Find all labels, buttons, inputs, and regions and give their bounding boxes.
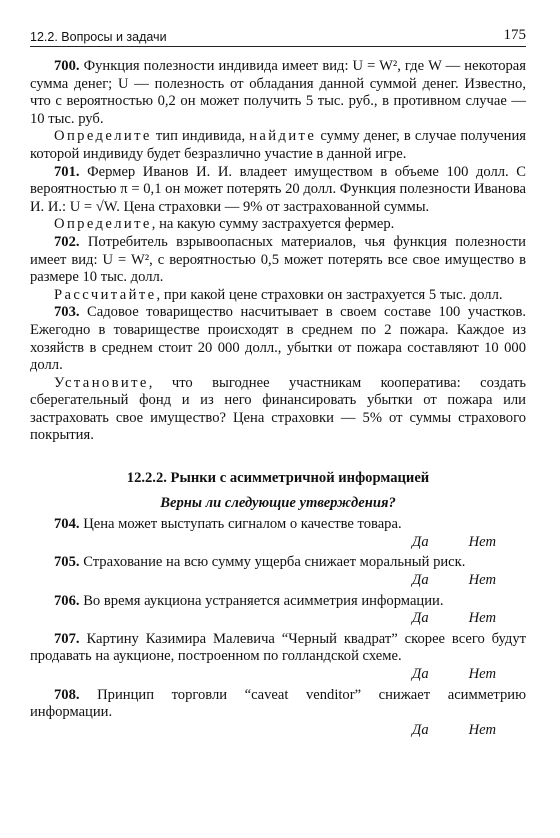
problem-701 <box>30 164 526 217</box>
task-verb: Определите <box>54 216 152 233</box>
statement-707 <box>30 631 526 666</box>
task-text: , на какую сумму застрахуется фермер. <box>151 216 395 233</box>
problem-number: 703. <box>54 304 80 321</box>
task-text: , что выгоднее участникам кооператива: создать сберегательный фонд и из него финансировать убытки от пожара или застраховать свое имущество? Цена страховки — 5% от суммы страхового покрытия. <box>30 374 526 444</box>
statement-number: 707. <box>54 630 80 647</box>
answer-yes: Да <box>412 721 429 738</box>
task-verb: Рассчитайте <box>54 286 157 303</box>
answer-options <box>30 534 526 552</box>
answer-options <box>30 572 526 590</box>
task-verb: найдите <box>249 128 317 145</box>
task-verb: Установите <box>54 374 149 391</box>
answer-options <box>30 610 526 628</box>
page-body <box>30 58 526 739</box>
problem-text: Садовое товарищество насчитывает в своем составе 100 участков. Ежегодно в товариществе происходят в среднем по 2 пожара. Каждое из хозяйств в среднем стоит 20 000 долл., убытки от пожара составляют 10 000 долл. <box>30 304 526 374</box>
statement-708 <box>30 687 526 722</box>
problem-703-task <box>30 375 526 445</box>
problem-text: Функция полезности индивида имеет вид: U = W², где W — некоторая сумма денег; U — полезность от обладания данной суммой денег. Известно, что с вероятностью 0,2 он может получить 5 тыс. руб., в противном случае — 10 тыс. руб. <box>30 58 526 127</box>
answer-yes: Да <box>412 533 429 550</box>
statement-705 <box>30 554 526 572</box>
answer-no: Нет <box>468 721 496 738</box>
answer-no: Нет <box>468 533 496 550</box>
answer-no: Нет <box>468 610 496 627</box>
problem-702-task <box>30 287 526 305</box>
answer-no: Нет <box>468 666 496 682</box>
section-title: 12.2. Вопросы и задачи <box>30 30 167 44</box>
task-verb: Определите <box>54 128 152 145</box>
problem-text: Фермер Иванов И. И. владеет имуществом в объеме 100 долл. С вероятностью π = 0,1 он может потерять 20 долл. Функция полезности Иванова И. И.: U = √W. Цена страховки — 9% от застрахованной суммы. <box>30 163 526 215</box>
statement-text: Принцип торговли “caveat venditor” снижает асимметрию информации. <box>30 686 526 721</box>
answer-options <box>30 666 526 684</box>
problem-703 <box>30 304 526 374</box>
task-text: тип индивида, <box>151 128 250 145</box>
answer-no: Нет <box>468 572 496 589</box>
statement-text: Картину Казимира Малевича “Черный квадрат” скорее всего будут продавать на аукционе, построенном по голландской схеме. <box>30 630 526 665</box>
problem-700 <box>30 58 526 128</box>
problem-number: 700. <box>54 58 80 74</box>
problem-702 <box>30 234 526 287</box>
running-header <box>30 24 526 47</box>
problem-text: Потребитель взрывоопасных материалов, чья функция полезности имеет вид: U = W², с вероятностью 0,5 может потерять все свое имущество в размере 10 тыс. долл. <box>30 233 526 286</box>
statement-number: 704. <box>54 516 80 533</box>
answer-yes: Да <box>412 610 429 627</box>
statement-number: 708. <box>54 686 80 703</box>
problem-701-task <box>30 216 526 234</box>
problem-number: 702. <box>54 233 80 250</box>
task-text: , при какой цене страховки он застрахуется 5 тыс. долл. <box>156 286 503 303</box>
page-number: 175 <box>503 27 526 43</box>
statement-text: Страхование на всю сумму ущерба снижает моральный риск. <box>83 554 466 571</box>
statement-number: 706. <box>54 592 80 609</box>
statement-text: Цена может выступать сигналом о качестве товара. <box>83 516 402 533</box>
problem-number: 701. <box>54 163 80 180</box>
statement-704 <box>30 516 526 534</box>
subsection-title: 12.2.2. Рынки с асимметричной информацией <box>126 470 430 487</box>
statement-text: Во время аукциона устраняется асимметрия информации. <box>83 592 444 609</box>
statement-number: 705. <box>54 554 80 571</box>
answer-options <box>30 722 526 740</box>
task-text: сумму денег, в случае получения которой индивиду будет безразлично участие в данной игре. <box>30 128 526 162</box>
problem-700-task <box>30 128 526 163</box>
answer-yes: Да <box>412 572 429 589</box>
question-heading: Верны ли следующие утверждения? <box>160 494 396 511</box>
statement-706 <box>30 593 526 611</box>
page <box>30 24 526 742</box>
answer-yes: Да <box>412 666 429 682</box>
